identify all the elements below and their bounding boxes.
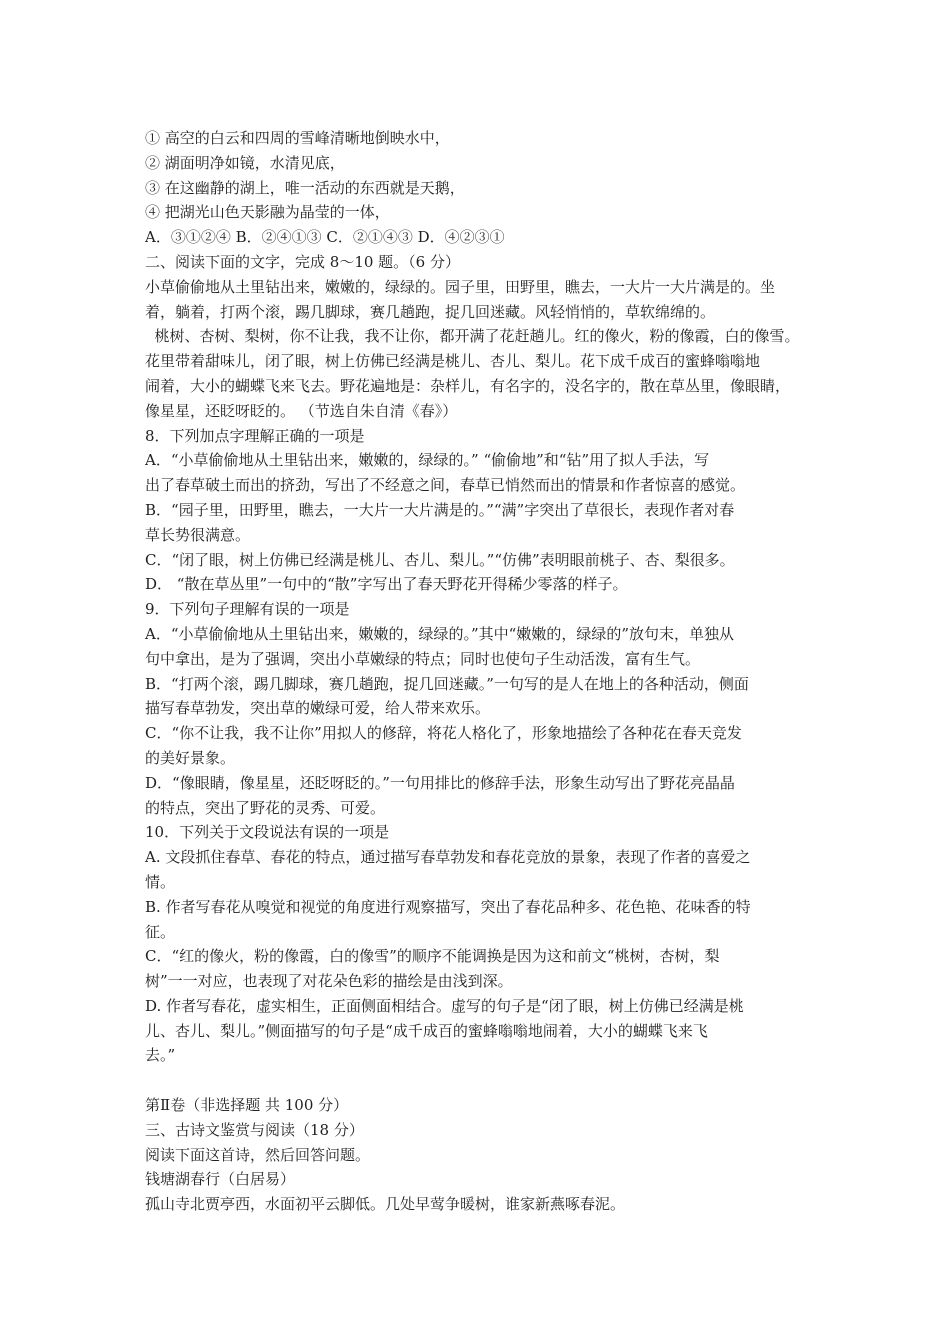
text-line: C．“红的像火，粉的像霞，白的像雪”的顺序不能调换是因为这和前文“桃树，杏树，梨 [145,947,720,966]
text-line: 桃树、杏树、梨树，你不让我，我不让你，都开满了花赶趟儿。红的像火，粉的像霞，白的像雪。 [145,327,800,346]
text-line: 阅读下面这首诗，然后回答问题。 [145,1145,371,1164]
text-line: 的特点，突出了野花的灵秀、可爱。 [145,798,386,817]
text-line: 闹着，大小的蝴蝶飞来飞去。野花遍地是：杂样儿，有名字的，没名字的，散在草丛里，像眼睛， [145,376,791,395]
text-line: 钱塘湖春行（白居易） [145,1170,296,1189]
text-line: 像星星，还眨呀眨的。 （节选自朱自清《春》） [145,401,458,420]
text-line: A. 文段抓住春草、春花的特点，通过描写春草勃发和春花竞放的景象，表现了作者的喜爱之 [145,848,751,867]
text-line: 的美好景象。 [145,748,236,767]
text-line: 8．下列加点字理解正确的一项是 [145,426,365,445]
text-line: B. 作者写春花从嗅觉和视觉的角度进行观察描写，突出了春花品种多、花色艳、花味香的特 [145,897,751,916]
text-line [145,1068,815,1093]
text-line: 花里带着甜味儿，闭了眼，树上仿佛已经满是桃儿、杏儿、梨儿。花下成千成百的蜜蜂嗡嗡地 [145,352,761,371]
text-line: 着，躺着，打两个滚，踢几脚球，赛几趟跑，捉几回迷藏。风轻悄悄的，草软绵绵的。 [145,302,716,321]
text-line: 儿、杏儿、梨儿。”侧面描写的句子是“成千成百的蜜蜂嗡嗡地闹着，大小的蝴蝶飞来飞 [145,1021,708,1040]
text-line: ③ 在这幽静的湖上，唯一活动的东西就是天鹅， [145,178,465,197]
text-line: B．“园子里，田野里，瞧去，一大片一大片满是的。”“满”字突出了草很长，表现作者对春 [145,500,735,519]
text-line: 第Ⅱ卷（非选择题 共 100 分） [145,1096,349,1115]
text-line: D．“像眼睛，像星星，还眨呀眨的。”一句用排比的修辞手法，形象生动写出了野花亮晶晶 [145,773,735,792]
text-line: 征。 [145,922,176,941]
text-line: 小草偷偷地从土里钻出来，嫩嫩的，绿绿的。园子里，田野里，瞧去，一大片一大片满是的。坐 [145,277,776,296]
text-line: ④ 把湖光山色天影融为晶莹的一体， [145,203,390,222]
text-line: 10．下列关于文段说法有误的一项是 [145,823,390,842]
text-line: 去。” [145,1046,176,1065]
text-line: 描写春草勃发，突出草的嫩绿可爱，给人带来欢乐。 [145,699,491,718]
text-line: 9．下列句子理解有误的一项是 [145,600,350,619]
text-line: A．“小草偷偷地从土里钻出来，嫩嫩的，绿绿的。”其中“嫩嫩的，绿绿的”放句末，单独从 [145,624,735,643]
text-line: 三、古诗文鉴赏与阅读（18 分） [145,1120,364,1139]
text-line: 树”一一对应，也表现了对花朵色彩的描绘是由浅到深。 [145,972,513,991]
text-line: ① 高空的白云和四周的雪峰清晰地倒映水中， [145,129,450,147]
text-line: C．“闭了眼，树上仿佛已经满是桃儿、杏儿、梨儿。”“仿佛”表明眼前桃子、杏、梨很多。 [145,550,735,569]
text-line: D. 作者写春花，虚实相生，正面侧面相结合。虚写的句子是“闭了眼，树上仿佛已经满是桃 [145,996,744,1015]
text-line: ② 湖面明净如镜，水清见底， [145,153,345,172]
text-line: C．“你不让我，我不让你”用拟人的修辞，将花人格化了，形象地描绘了各种花在春天竞发 [145,724,742,743]
text-line: 二、阅读下面的文字，完成 8～10 题。（6 分） [145,252,460,271]
text-line: A．“小草偷偷地从土里钻出来，嫩嫩的，绿绿的。” “偷偷地”和“钻”用了拟人手法，写 [145,451,710,470]
text-line: 草长势很满意。 [145,525,251,544]
text-line: 句中拿出，是为了强调，突出小草嫩绿的特点；同时也使句子生动活泼，富有生气。 [145,649,701,668]
text-line: A．③①②④ B．②④①③ C．②①④③ D．④②③① [145,228,505,247]
text-line: D． “散在草丛里”一句中的“散”字写出了春天野花开得稀少零落的样子。 [145,575,628,594]
text-line: B．“打两个滚，踢几脚球，赛几趟跑，捉几回迷藏。”一句写的是人在地上的各种活动，侧面 [145,674,749,693]
text-line: 出了春草破土而出的挤劲，写出了不经意之间，春草已悄然而出的情景和作者惊喜的感觉。 [145,476,746,495]
text-line: 孤山寺北贾亭西，水面初平云脚低。几处早莺争暖树，谁家新燕啄春泥。 [145,1195,626,1214]
exam-page [145,126,815,1217]
text-line: 情。 [145,872,176,891]
